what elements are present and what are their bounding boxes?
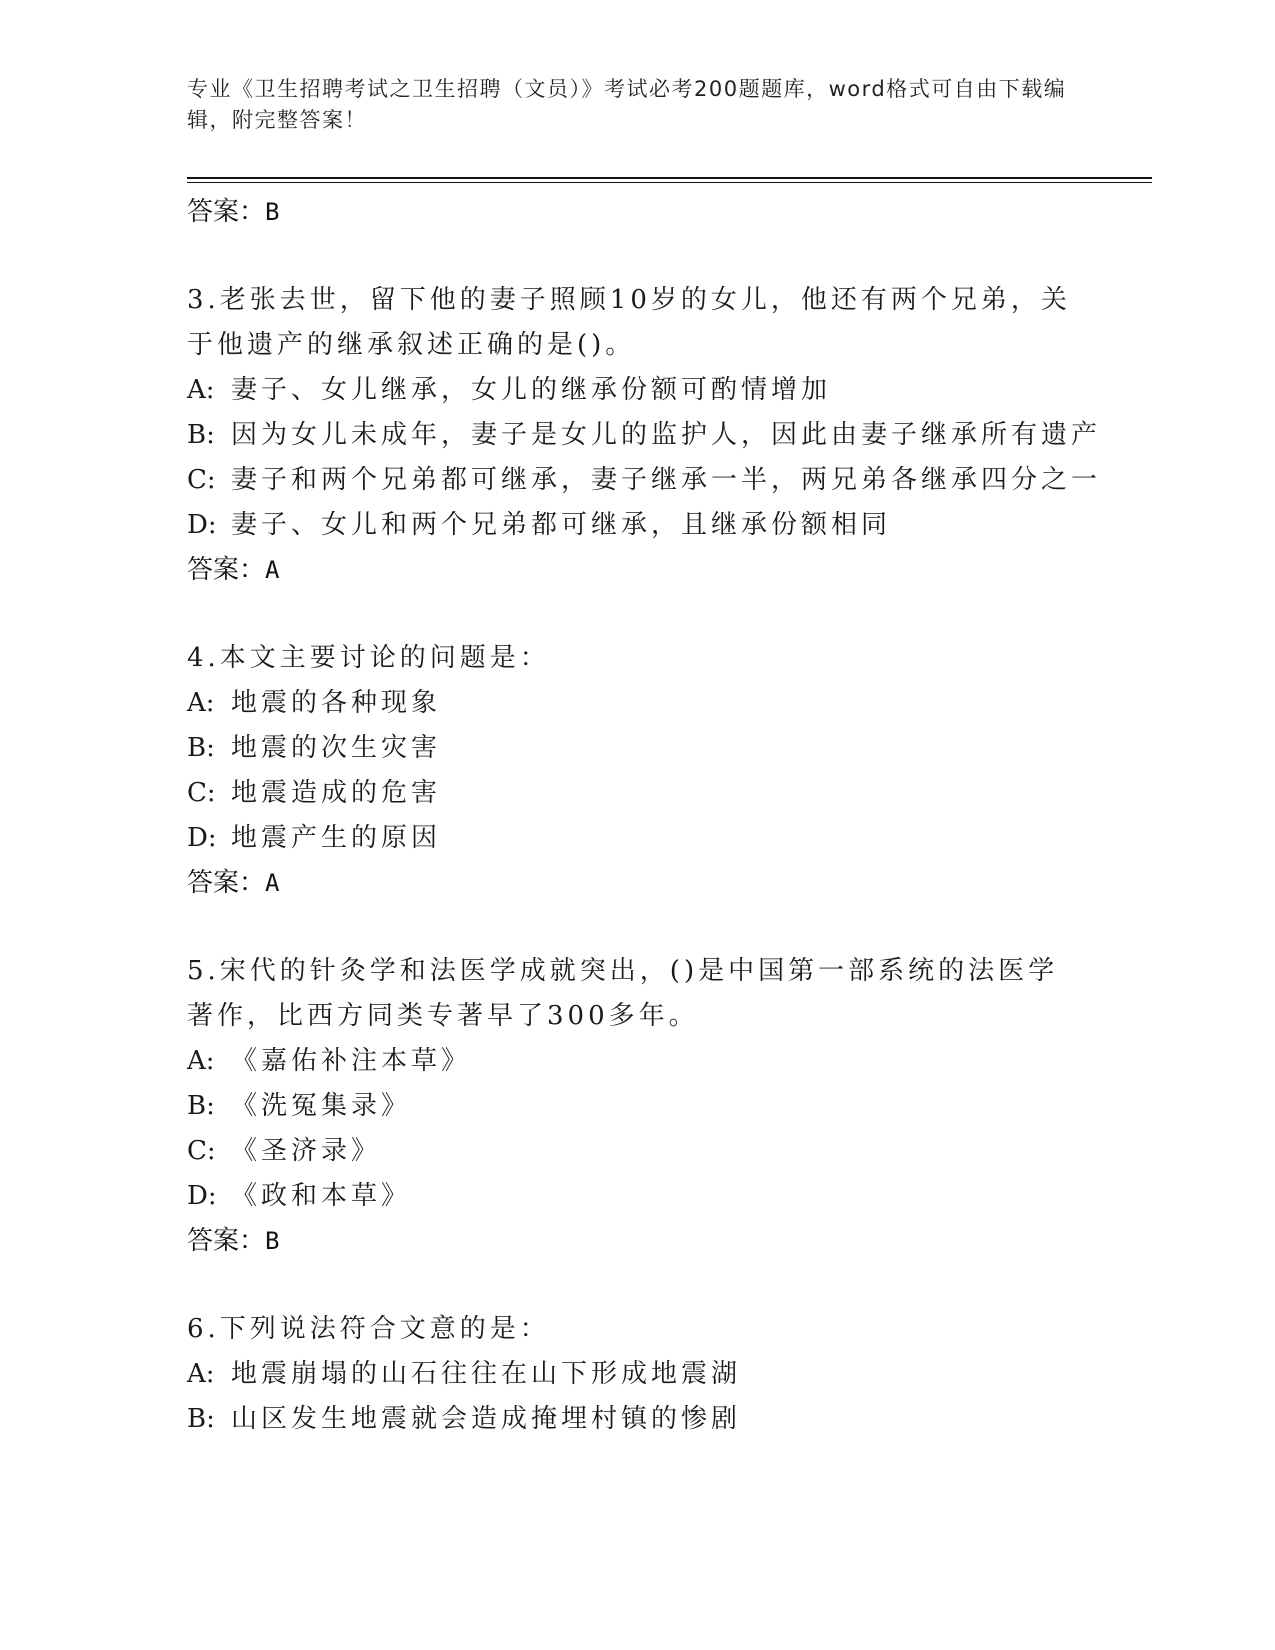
question-block-3 [187, 278, 1102, 592]
option-c [187, 458, 1102, 503]
header-divider-thin [187, 182, 1152, 183]
answer-label: 答案： [187, 868, 266, 898]
spacer [187, 234, 1087, 278]
option-text: 地震的各种现象 [231, 688, 442, 718]
spacer [187, 1263, 1087, 1307]
option-text: 《嘉佑补注本草》 [231, 1046, 472, 1076]
document-header: 专业《卫生招聘考试之卫生招聘（文员）》考试必考200题题库，word格式可自由下载编辑，附完整答案！ [187, 77, 1067, 132]
option-text: 地震产生的原因 [231, 823, 442, 853]
option-d [187, 503, 1087, 548]
option-letter: D: [187, 1181, 217, 1211]
answer-value: A [265, 556, 280, 584]
option-d [187, 816, 1087, 861]
answer-line [187, 548, 1087, 592]
answer-label: 答案： [187, 555, 266, 585]
question-text: 4.本文主要讨论的问题是： [187, 643, 550, 673]
option-text: 因为女儿未成年，妻子是女儿的监护人，因此由妻子继承所有遗产 [231, 420, 1102, 450]
option-c [187, 1129, 1087, 1174]
option-b [187, 726, 1087, 771]
option-letter: B: [187, 1091, 215, 1121]
answer-value: B [265, 198, 280, 226]
spacer [187, 905, 1087, 949]
option-letter: B: [187, 733, 215, 763]
spacer [187, 592, 1087, 636]
question-text: 6.下列说法符合文意的是： [187, 1314, 550, 1344]
answer-label: 答案： [187, 197, 266, 227]
option-a [187, 368, 1087, 413]
option-c [187, 771, 1087, 816]
option-b [187, 1084, 1087, 1129]
option-text: 《洗冤集录》 [231, 1091, 412, 1121]
option-text: 地震造成的危害 [231, 778, 442, 808]
answer-label: 答案： [187, 1226, 266, 1256]
option-letter: D: [187, 510, 217, 540]
answer-line [187, 1219, 1087, 1263]
option-letter: B: [187, 420, 215, 450]
option-letter: A: [187, 1359, 215, 1389]
option-letter: A: [187, 1046, 215, 1076]
answer-value: B [265, 1227, 280, 1255]
option-text: 《政和本草》 [231, 1181, 412, 1211]
question-block-4 [187, 636, 1087, 905]
option-text: 地震的次生灾害 [231, 733, 442, 763]
question-list [187, 190, 1102, 1442]
question-block-5 [187, 949, 1087, 1263]
answer-line [187, 861, 1087, 905]
option-text: 地震崩塌的山石往往在山下形成地震湖 [231, 1359, 742, 1389]
option-letter: B: [187, 1404, 215, 1434]
option-a [187, 1352, 1087, 1397]
header-divider-thick [187, 177, 1152, 179]
option-letter: D: [187, 823, 217, 853]
option-text: 妻子、女儿和两个兄弟都可继承，且继承份额相同 [231, 510, 892, 540]
option-b [187, 1397, 1087, 1442]
option-a [187, 681, 1087, 726]
option-b [187, 413, 1102, 458]
option-a [187, 1039, 1087, 1084]
answer-value: A [265, 869, 280, 897]
option-letter: A: [187, 688, 215, 718]
option-letter: C: [187, 778, 216, 808]
question-text: 3.老张去世，留下他的妻子照顾10岁的女儿，他还有两个兄弟，关于他遗产的继承叙述正确的是()。 [187, 285, 1071, 360]
option-letter: A: [187, 375, 215, 405]
question-text: 5.宋代的针灸学和法医学成就突出，()是中国第一部系统的法医学著作，比西方同类专著早了300多年。 [187, 956, 1059, 1031]
option-text: 妻子和两个兄弟都可继承，妻子继承一半，两兄弟各继承四分之一 [231, 465, 1102, 495]
option-letter: C: [187, 465, 216, 495]
option-text: 妻子、女儿继承，女儿的继承份额可酌情增加 [231, 375, 832, 405]
option-text: 《圣济录》 [231, 1136, 382, 1166]
option-letter: C: [187, 1136, 216, 1166]
option-text: 山区发生地震就会造成掩埋村镇的惨剧 [231, 1404, 742, 1434]
answer-line [187, 190, 1087, 234]
option-d [187, 1174, 1087, 1219]
question-block-6 [187, 1307, 1087, 1442]
